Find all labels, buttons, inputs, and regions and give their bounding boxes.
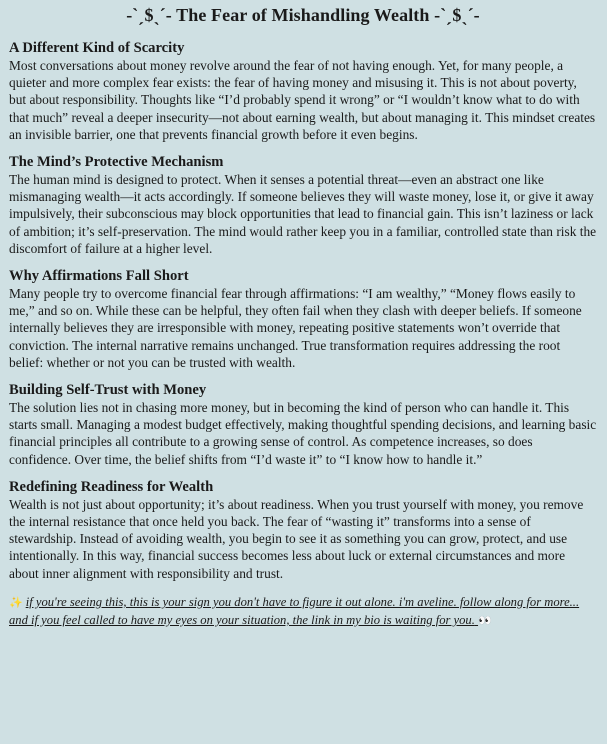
section-different-kind-of-scarcity	[9, 40, 597, 143]
page-title: -ˋˏ$ˎˊ- The Fear of Mishandling Wealth -ˋˏ$ˎˊ-	[126, 5, 480, 25]
section-minds-protective-mechanism	[9, 154, 597, 257]
section-body: Most conversations about money revolve around the fear of not having enough. Yet, for many people, a quieter and more complex fear exists: the fear of having money and misusing it. This is not about poverty, but about responsibility. Thoughts like “I’d probably spend it wrong” or “I wouldn’t know what to do with that much” reveal a deeper insecurity—not about earning wealth, but about managing it. This mindset creates an invisible barrier, one that prevents financial growth before it even begins.	[9, 58, 596, 142]
section-body: Wealth is not just about opportunity; it’s about readiness. When you trust yourself with money, you remove the internal resistance that once held you back. The fear of “wasting it” transforms into a sense of stewardship. Instead of avoiding wealth, you begin to see it as something you can grow, protect, and use intentionally. In this way, financial success becomes less about luck or external circumstances and more about inner alignment with responsibility and trust.	[9, 496, 584, 581]
section-body: The human mind is designed to protect. When it senses a potential threat—even an abstract one like mismanaging wealth—it acts accordingly. If someone believes they will waste money, lose it, or give it away impulsively, their subconscious may block opportunities that lead to financial gain. This isn’t laziness or lack of ambition; it’s self-preservation. The mind would rather keep you in a familiar, controlled state than risk the discomfort of failure at a higher level.	[9, 172, 597, 256]
section-building-self-trust	[9, 382, 597, 468]
sparkles-icon: ✨	[9, 596, 23, 609]
section-heading: Redefining Readiness for Wealth	[9, 478, 214, 495]
section-body: Many people try to overcome financial fear through affirmations: “I am wealthy,” “Money flows easily to me,” and so on. While these can be helpful, they often fail when they clash with deeper beliefs. If someone internally believes they are irresponsible with money, repeating positive statements won’t override that conviction. The internal narrative remains unchanged. True transformation requires addressing the root belief: whether or not you can be trusted with wealth.	[9, 286, 582, 370]
section-heading: Building Self-Trust with Money	[9, 382, 207, 399]
section-why-affirmations-fall-short	[9, 268, 597, 371]
eyes-icon: 👀	[478, 614, 492, 627]
section-heading: A Different Kind of Scarcity	[9, 40, 185, 56]
closing-text: if you're seeing this, this is your sign you don't have to figure it out alone. i'm aveline. follow along for more... and if you feel called to have my eyes on your situation, the link in my bio is waiting for you.	[9, 594, 580, 627]
closing-note[interactable]	[9, 594, 597, 630]
section-body: The solution lies not in chasing more money, but in becoming the kind of person who can handle it. This starts small. Managing a modest budget effectively, making thoughtful spending decisions, and learning basic financial principles all contribute to a growing sense of control. As competence increases, so does confidence. Over time, the belief shifts from “I’d waste it” to “I know how to handle it.”	[9, 400, 597, 467]
section-heading: Why Affirmations Fall Short	[9, 268, 189, 285]
section-redefining-readiness	[9, 479, 597, 582]
section-heading: The Mind’s Protective Mechanism	[9, 154, 224, 171]
